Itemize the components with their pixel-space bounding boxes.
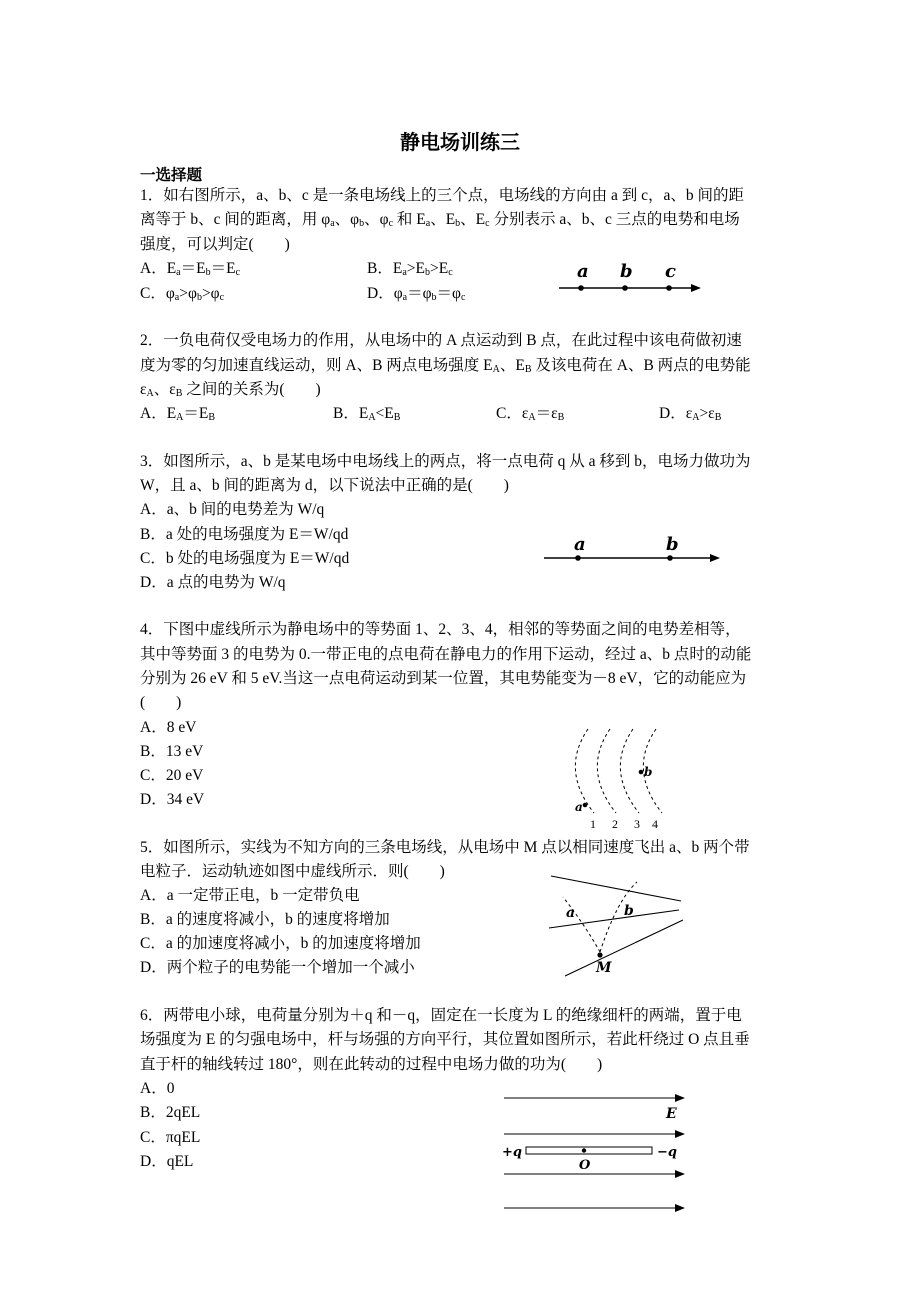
q4-line-2: 其中等势面 3 的电势为 0.一带正电的点电荷在静电力的作用下运动，经过 a、b 点时的动能	[140, 646, 752, 663]
q6-line-3: 直于杆的轴线转过 180°，则在此转动的过程中电场力做的功为( )	[140, 1056, 603, 1073]
q6-option-d: D．qEL	[140, 1153, 194, 1170]
label-c: c	[665, 261, 676, 282]
point-a	[575, 555, 581, 561]
label-minus-q: −q	[657, 1145, 677, 1160]
section-heading: 一选择题	[140, 167, 203, 184]
q1-line-3: 强度，可以判定( )	[140, 236, 290, 253]
point-c	[666, 285, 672, 291]
q6-uniform-field-figure	[500, 1090, 695, 1215]
q1-option-a: A．$E_a=E_b=E_c$	[140, 260, 241, 278]
label-b: b	[624, 903, 634, 919]
q1-field-line-figure	[555, 255, 705, 300]
q4-line-1: 4．下图中虚线所示为静电场中的等势面 1、2、3、4，相邻的等势面之间的电势差相等，	[140, 621, 741, 638]
point-b	[667, 555, 673, 561]
q4-option-c: C．20 eV	[140, 767, 204, 784]
label-4: 4	[652, 817, 658, 831]
q5-option-c: C．a 的加速度将减小，b 的加速度将增加	[140, 935, 421, 952]
point-o	[582, 1148, 586, 1152]
q3-line-1: 3．如图所示，a、b 是某电场中电场线上的两点，将一点电荷 q 从 a 移到 b，电场力做功为	[140, 453, 751, 470]
q5-option-a: A．a 一定带正电，b 一定带负电	[140, 887, 360, 904]
point-b	[622, 285, 628, 291]
q4-equipotential-figure	[560, 725, 670, 833]
label-2: 2	[612, 817, 618, 831]
q5-option-d: D．两个粒子的电势能一个增加一个减小	[140, 959, 415, 976]
q3-option-a: A．a、b 间的电势差为 W/q	[140, 501, 325, 518]
q3-option-c: C．b 处的电场强度为 E＝W/qd	[140, 550, 350, 567]
q2-option-b: B．$E_A<E_B$	[333, 405, 401, 423]
q2-line-2: 度为零的匀加速直线运动，则 A、B 两点电场强度 $E_A$、$E_B$ 及该电荷在 A、B 两点的电势能	[140, 357, 751, 375]
label-a: a	[575, 800, 583, 814]
q5-line-2: 电粒子．运动轨迹如图中虚线所示．则( )	[140, 863, 445, 880]
label-m: M	[596, 960, 612, 976]
q2-option-a: A．$E_A=E_B$	[140, 405, 216, 423]
point-b	[639, 770, 644, 775]
equipotential-3	[620, 729, 639, 813]
label-1: 1	[590, 817, 596, 831]
q3-line-2: W，且 a、b 间的距离为 d，以下说法中正确的是( )	[140, 477, 509, 494]
q1-line-2: 离等于 b、c 间的距离，用 $\varphi_a$、$\varphi_b$、$\varphi_c$ 和 $E_a$、$E_b$、$E_c$ 分别表示 a、b、c 三点的电势和电场	[140, 211, 740, 229]
q5-option-b: B．a 的速度将减小，b 的速度将增加	[140, 911, 390, 928]
label-b: b	[644, 765, 653, 779]
q2-option-d: D．$\varepsilon_A>\varepsilon_B$	[659, 405, 722, 423]
q6-line-1: 6．两带电小球，电荷量分别为＋q 和－q，固定在一长度为 L 的绝缘细杆的两端，置于电	[140, 1007, 742, 1024]
label-a: a	[566, 905, 576, 921]
label-e: E	[666, 1106, 677, 1122]
point-a	[578, 285, 584, 291]
point-a	[583, 803, 588, 808]
insulating-rod	[526, 1147, 652, 1154]
label-plus-q: +q	[502, 1145, 522, 1160]
q5-line-1: 5．如图所示，实线为不知方向的三条电场线，从电场中 M 点以相同速度飞出 a、b 两个带	[140, 839, 750, 856]
field-line-top	[551, 876, 681, 901]
q3-option-b: B．a 处的电场强度为 E＝W/qd	[140, 526, 349, 543]
q1-option-c: C．$\varphi_a>\varphi_b>\varphi_c$	[140, 285, 225, 303]
q6-option-b: B．2qEL	[140, 1104, 201, 1121]
q4-line-3: 分别为 26 eV 和 5 eV.当这一点电荷运动到某一位置，其电势能变为－8 eV，它的动能应为	[140, 670, 747, 687]
q4-option-a: A．8 eV	[140, 719, 197, 736]
q6-option-a: A．0	[140, 1080, 175, 1097]
q4-line-4: ( )	[140, 694, 182, 711]
page-title: 静电场训练三	[400, 132, 520, 154]
q6-option-c: C．πqEL	[140, 1129, 201, 1146]
label-a: a	[577, 261, 589, 282]
point-m	[597, 952, 602, 957]
q2-line-1: 2．一负电荷仅受电场力的作用，从电场中的 A 点运动到 B 点，在此过程中该电荷做初速	[140, 332, 742, 349]
label-a: a	[574, 534, 586, 555]
label-b: b	[666, 534, 679, 555]
field-line-bottom	[565, 920, 683, 976]
q2-option-c: C．$\varepsilon_A=\varepsilon_B$	[496, 405, 565, 423]
q5-trajectory-figure	[545, 870, 690, 980]
q4-option-d: D．34 eV	[140, 791, 205, 808]
q2-line-3: $\varepsilon_A$、$\varepsilon_B$ 之间的关系为( )	[140, 381, 321, 399]
label-3: 3	[634, 817, 640, 831]
q6-line-2: 场强度为 E 的匀强电场中，杆与场强的方向平行，其位置如图所示，若此杆绕过 O 点且垂	[140, 1031, 750, 1048]
q1-option-b: B．$E_a>E_b>E_c$	[367, 260, 453, 278]
q3-field-line-figure	[540, 530, 730, 570]
q3-option-d: D．a 点的电势为 W/q	[140, 574, 286, 591]
equipotential-2	[597, 729, 616, 813]
q1-option-d: D．$\varphi_a=\varphi_b=\varphi_c$	[367, 285, 466, 303]
label-o: O	[579, 1158, 591, 1173]
q4-option-b: B．13 eV	[140, 743, 204, 760]
label-b: b	[620, 261, 633, 282]
q1-line-1: 1．如右图所示，a、b、c 是一条电场线上的三个点，电场线的方向由 a 到 c，a、b 间的距	[140, 187, 745, 204]
